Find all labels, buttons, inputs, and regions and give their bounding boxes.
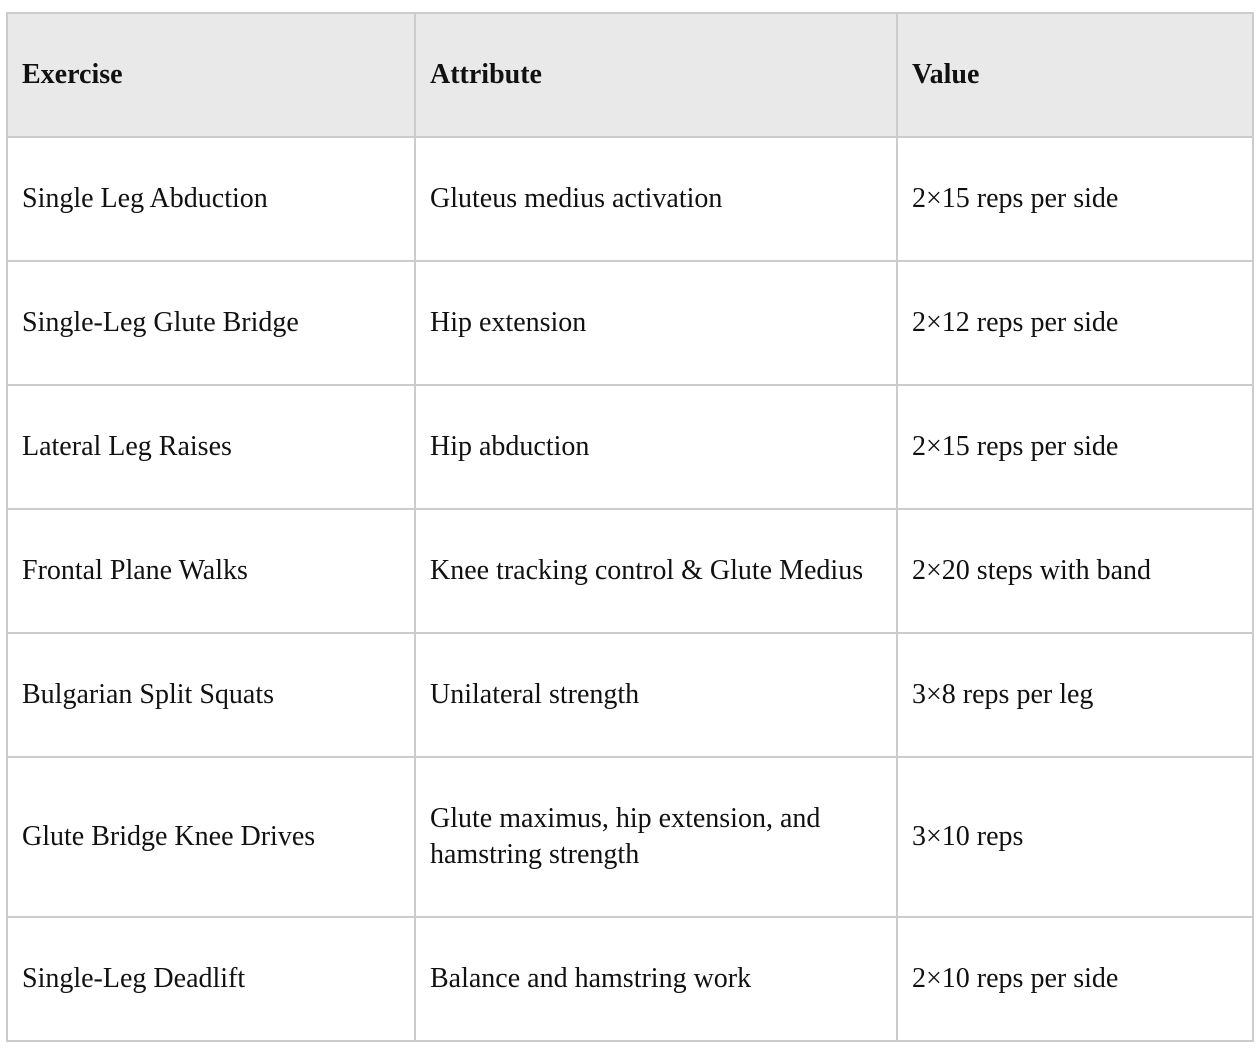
header-attribute: Attribute bbox=[415, 13, 897, 137]
table-row bbox=[7, 509, 1253, 633]
table-row bbox=[7, 757, 1253, 917]
exercise-cell: Frontal Plane Walks bbox=[7, 509, 415, 633]
exercise-cell: Single-Leg Deadlift bbox=[7, 917, 415, 1041]
attribute-cell: Hip abduction bbox=[415, 385, 897, 509]
value-cell: 3×10 reps bbox=[897, 757, 1253, 917]
header-row bbox=[7, 13, 1253, 137]
exercise-table bbox=[6, 12, 1254, 1042]
exercise-cell: Single-Leg Glute Bridge bbox=[7, 261, 415, 385]
table-row bbox=[7, 917, 1253, 1041]
attribute-cell: Balance and hamstring work bbox=[415, 917, 897, 1041]
exercise-cell: Single Leg Abduction bbox=[7, 137, 415, 261]
value-cell: 2×10 reps per side bbox=[897, 917, 1253, 1041]
header-value: Value bbox=[897, 13, 1253, 137]
table-row bbox=[7, 137, 1253, 261]
attribute-cell: Hip extension bbox=[415, 261, 897, 385]
exercise-cell: Lateral Leg Raises bbox=[7, 385, 415, 509]
attribute-cell: Knee tracking control & Glute Medius bbox=[415, 509, 897, 633]
table-row bbox=[7, 385, 1253, 509]
value-cell: 2×20 steps with band bbox=[897, 509, 1253, 633]
attribute-cell: Gluteus medius activation bbox=[415, 137, 897, 261]
value-cell: 3×8 reps per leg bbox=[897, 633, 1253, 757]
table-row bbox=[7, 261, 1253, 385]
value-cell: 2×12 reps per side bbox=[897, 261, 1253, 385]
exercise-cell: Glute Bridge Knee Drives bbox=[7, 757, 415, 917]
value-cell: 2×15 reps per side bbox=[897, 385, 1253, 509]
attribute-cell: Glute maximus, hip extension, and hamstring strength bbox=[415, 757, 897, 917]
exercise-cell: Bulgarian Split Squats bbox=[7, 633, 415, 757]
attribute-cell: Unilateral strength bbox=[415, 633, 897, 757]
table-body bbox=[7, 137, 1253, 1041]
header-exercise: Exercise bbox=[7, 13, 415, 137]
table-row bbox=[7, 633, 1253, 757]
table-header bbox=[7, 13, 1253, 137]
value-cell: 2×15 reps per side bbox=[897, 137, 1253, 261]
